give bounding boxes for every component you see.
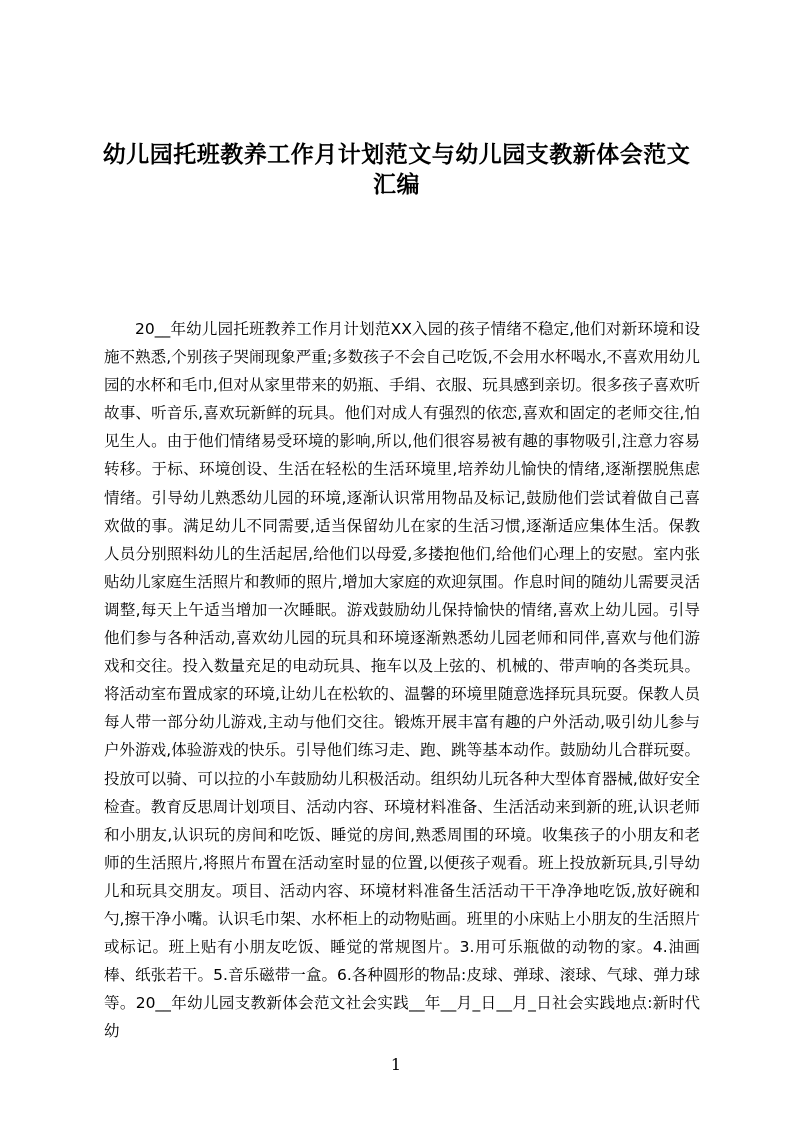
body-paragraph: 20__年幼儿园托班教养工作月计划范XX入园的孩子情绪不稳定,他们对新环境和设施不熟悉,个别孩子哭闹现象严重;多数孩子不会自己吃饭,不会用水杯喝水,不喜欢用幼儿园的水杯和毛巾,但对从家里带来的奶瓶、手绢、衣服、玩具感到亲切。很多孩子喜欢听故事、听音乐,喜欢玩新鲜的玩具。他们对成人有强烈的依恋,喜欢和固定的老师交往,怕见生人。由于他们情绪易受环境的影响,所以,他们很容易被有趣的事物吸引,注意力容易转移。于标、环境创设、生活在轻松的生活环境里,培养幼儿愉快的情绪,逐渐摆脱焦虑情绪。引导幼儿熟悉幼儿园的环境,逐渐认识常用物品及标记,鼓励他们尝试着做自己喜欢做的事。满足幼儿不同需要,适当保留幼儿在家的生活习惯,逐渐适应集体生活。保教人员分别照料幼儿的生活起居,给他们以母爱,多搂抱他们,给他们心理上的安慰。室内张贴幼儿家庭生活照片和教师的照片,增加大家庭的欢迎氛围。作息时间的随幼儿需要灵活调整,每天上午适当增加一次睡眠。游戏鼓励幼儿保持愉快的情绪,喜欢上幼儿园。引导他们参与各种活动,喜欢幼儿园的玩具和环境逐渐熟悉幼儿园老师和同伴,喜欢与他们游戏和交往。投入数量充足的电动玩具、拖车以及上弦的、机械的、带声响的各类玩具。将活动室布置成家的环境,让幼儿在松软的、温馨的环境里随意选择玩具玩耍。保教人员每人带一部分幼儿游戏,主动与他们交往。锻炼开展丰富有趣的户外活动,吸引幼儿参与户外游戏,体验游戏的快乐。引导他们练习走、跑、跳等基本动作。鼓励幼儿合群玩耍。投放可以骑、可以拉的小车鼓励幼儿积极活动。组织幼儿玩各种大型体育器械,做好安全检查。教育反思周计划项目、活动内容、环境材料准备、生活活动来到新的班,认识老师和小朋友,认识玩的房间和吃饭、睡觉的房间,熟悉周围的环境。收集孩子的小朋友和老师的生活照片,将照片布置在活动室时显的位置,以便孩子观看。班上投放新玩具,引导幼儿和玩具交朋友。项目、活动内容、环境材料准备生活活动干干净净地吃饭,放好碗和勺,擦干净小嘴。认识毛巾架、水杯柜上的动物贴画。班里的小床贴上小朋友的生活照片或标记。班上贴有小朋友吃饭、睡觉的常规图片。3.用可乐瓶做的动物的家。4.油画棒、纸张若干。5.音乐磁带一盒。6.各种圆形的物品:皮球、弹球、滚球、气球、弹力球等。20__年幼儿园支教新体会范文社会实践__年__月_日__月_日社会实践地点:新时代幼	[104, 320, 700, 1041]
document-title: 幼儿园托班教养工作月计划范文与幼儿园支教新体会范文汇编	[102, 142, 691, 198]
page-number: 1	[390, 1055, 402, 1074]
